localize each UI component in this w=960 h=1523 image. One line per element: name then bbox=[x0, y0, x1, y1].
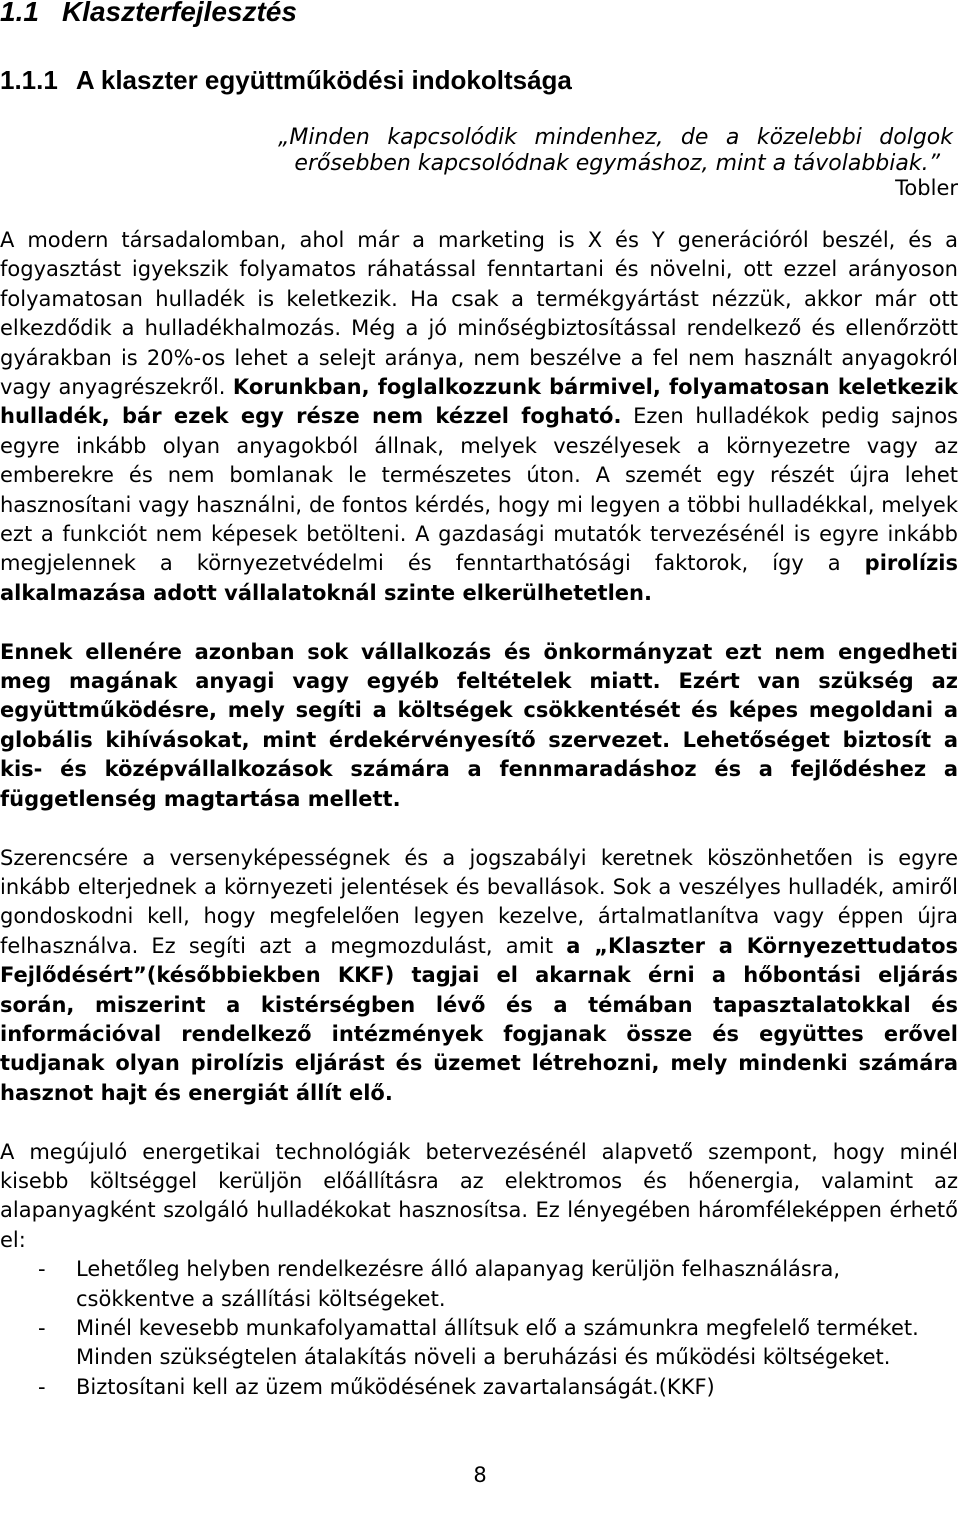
bold-text: Ennek ellenére azonban sok vállalkozás és önkormányzat ezt nem engedheti meg magának anyagi vagy egyéb feltételek miatt. Ezért van szükség az együttműködésre, mely segíti a költségek csökkentését és képes megoldani a globális kihívásokat, mint érdekérvényesítő szervezet. Lehetőséget biztosít a kis- és középvállalkozások számára a fennmaradáshoz és a fejlődéshez a függetlenség magtartása mellett. bbox=[0, 639, 958, 811]
bold-text: Korunkban, foglalkozzunk bármivel, folyamatosan keletkezik hulladék, bár ezek egy része nem kézzel fogható. bbox=[0, 375, 958, 429]
paragraph-text: A megújuló energetikai technológiák betervezésénél alapvető szempont, hogy minél kisebb költséggel kerüljön előállításra az elektromos és hőenergia, valamint az alapanyagként szolgáló hulladékokat hasznosítsa. Ez lényegében háromféleképpen érhető el: bbox=[0, 1139, 958, 1252]
paragraph-text: A modern társadalomban, ahol már a marketing is X és Y generációról beszél, és a fogyasztást igyekszik folyamatos ráhatással fenntartani és növelni, ott ezzel arányoson folyamatosan hulladék is keletkezik. Ha csak a termékgyártást nézzük, akkor már ott elkezdődik a hulladékhalmozás. Még a jó minőségbiztosítással rendelkező és ellenőrzött gyárakban is 20%-os lehet a selejt aránya, nem beszélve a fel nem használt anyagokról vagy anyagrészekről. bbox=[0, 228, 958, 400]
subsection-title: A klaszter együttműködési indokoltsága bbox=[75, 65, 572, 95]
list-item bbox=[0, 1373, 958, 1402]
paragraph-cluster-goal bbox=[0, 844, 958, 1109]
section-heading bbox=[0, 0, 297, 28]
paragraph-cooperation bbox=[0, 638, 958, 814]
paragraph-waste-generation bbox=[0, 226, 958, 608]
bold-text: pirolízis alkalmazása adott vállalatoknál szinte elkerülhetetlen. bbox=[0, 551, 958, 605]
epigraph-author: Tobler bbox=[895, 176, 958, 200]
bold-text: a „Klaszter a Környezettudatos Fejlődésért”(későbbiekben KKF) tagjai el akarnak érni a hőbontási eljárás során, miszerint a kistérségben lévő és a témában tapasztalatokkal és információval rendelkező intézmények fogjanak össze és együttes erővel tudjanak olyan pirolízis eljárást és üzemet létrehozni, mely mindenki számára hasznot hajt és energiát állít elő. bbox=[0, 933, 958, 1105]
epigraph-quote-line-1: „Minden kapcsolódik mindenhez, de a közelebbi dolgok bbox=[278, 125, 953, 150]
requirements-list bbox=[0, 1255, 958, 1402]
list-item-text: Minél kevesebb munkafolyamattal állítsuk elő a számunkra megfelelő terméket. Minden szükségtelen átalakítás növeli a beruházási és működési költségeket. bbox=[76, 1315, 919, 1370]
paragraph-text: Ezen hulladékok pedig sajnos egyre inkább olyan anyagokból állnak, melyek veszélyesek a környezetre vagy az emberekre és nem bomlanak le természetes úton. A szemét egy részét újra lehet hasznosítani vagy használni, de fontos kérdés, hogy mi legyen a többi hulladékkal, melyek ezt a funkciót nem képesek betölteni. A gazdasági mutatók tervezésénél is egyre inkább megjelennek a környezetvédelmi és fenntarthatósági faktorok, így a bbox=[0, 404, 958, 576]
list-item bbox=[0, 1314, 958, 1373]
paragraph-renewable-energy bbox=[0, 1138, 958, 1256]
epigraph-quote-line-2: erősebben kapcsolódnak egymáshoz, mint a távolabbiak.” bbox=[294, 151, 940, 176]
list-bullet: - bbox=[38, 1374, 46, 1399]
document-body bbox=[0, 226, 958, 1402]
list-item-text: Biztosítani kell az üzem működésének zavartalanságát.(KKF) bbox=[76, 1374, 715, 1399]
paragraph-text: Szerencsére a versenyképességnek és a jogszabályi keretnek köszönhetően is egyre inkább elterjednek a környezeti jelentések és bevallások. Sok a veszélyes hulladék, amiről gondoskodni kell, hogy megfelelően legyen kezelve, ártalmatlanítva vagy éppen újra felhasználva. Ez segíti azt a megmozdulást, amit bbox=[0, 845, 958, 958]
list-bullet: - bbox=[38, 1257, 46, 1282]
list-bullet: - bbox=[38, 1315, 46, 1340]
page-number: 8 bbox=[473, 1463, 487, 1487]
list-item bbox=[0, 1255, 958, 1314]
subsection-heading bbox=[0, 65, 572, 95]
list-item-text: Lehetőleg helyben rendelkezésre álló alapanyag kerüljön felhasználásra, csökkentve a szállítási költségeket. bbox=[76, 1257, 841, 1311]
section-title: Klaszterfejlesztés bbox=[61, 0, 297, 27]
subsection-number: 1.1.1 bbox=[0, 65, 58, 95]
section-number: 1.1 bbox=[0, 0, 39, 27]
